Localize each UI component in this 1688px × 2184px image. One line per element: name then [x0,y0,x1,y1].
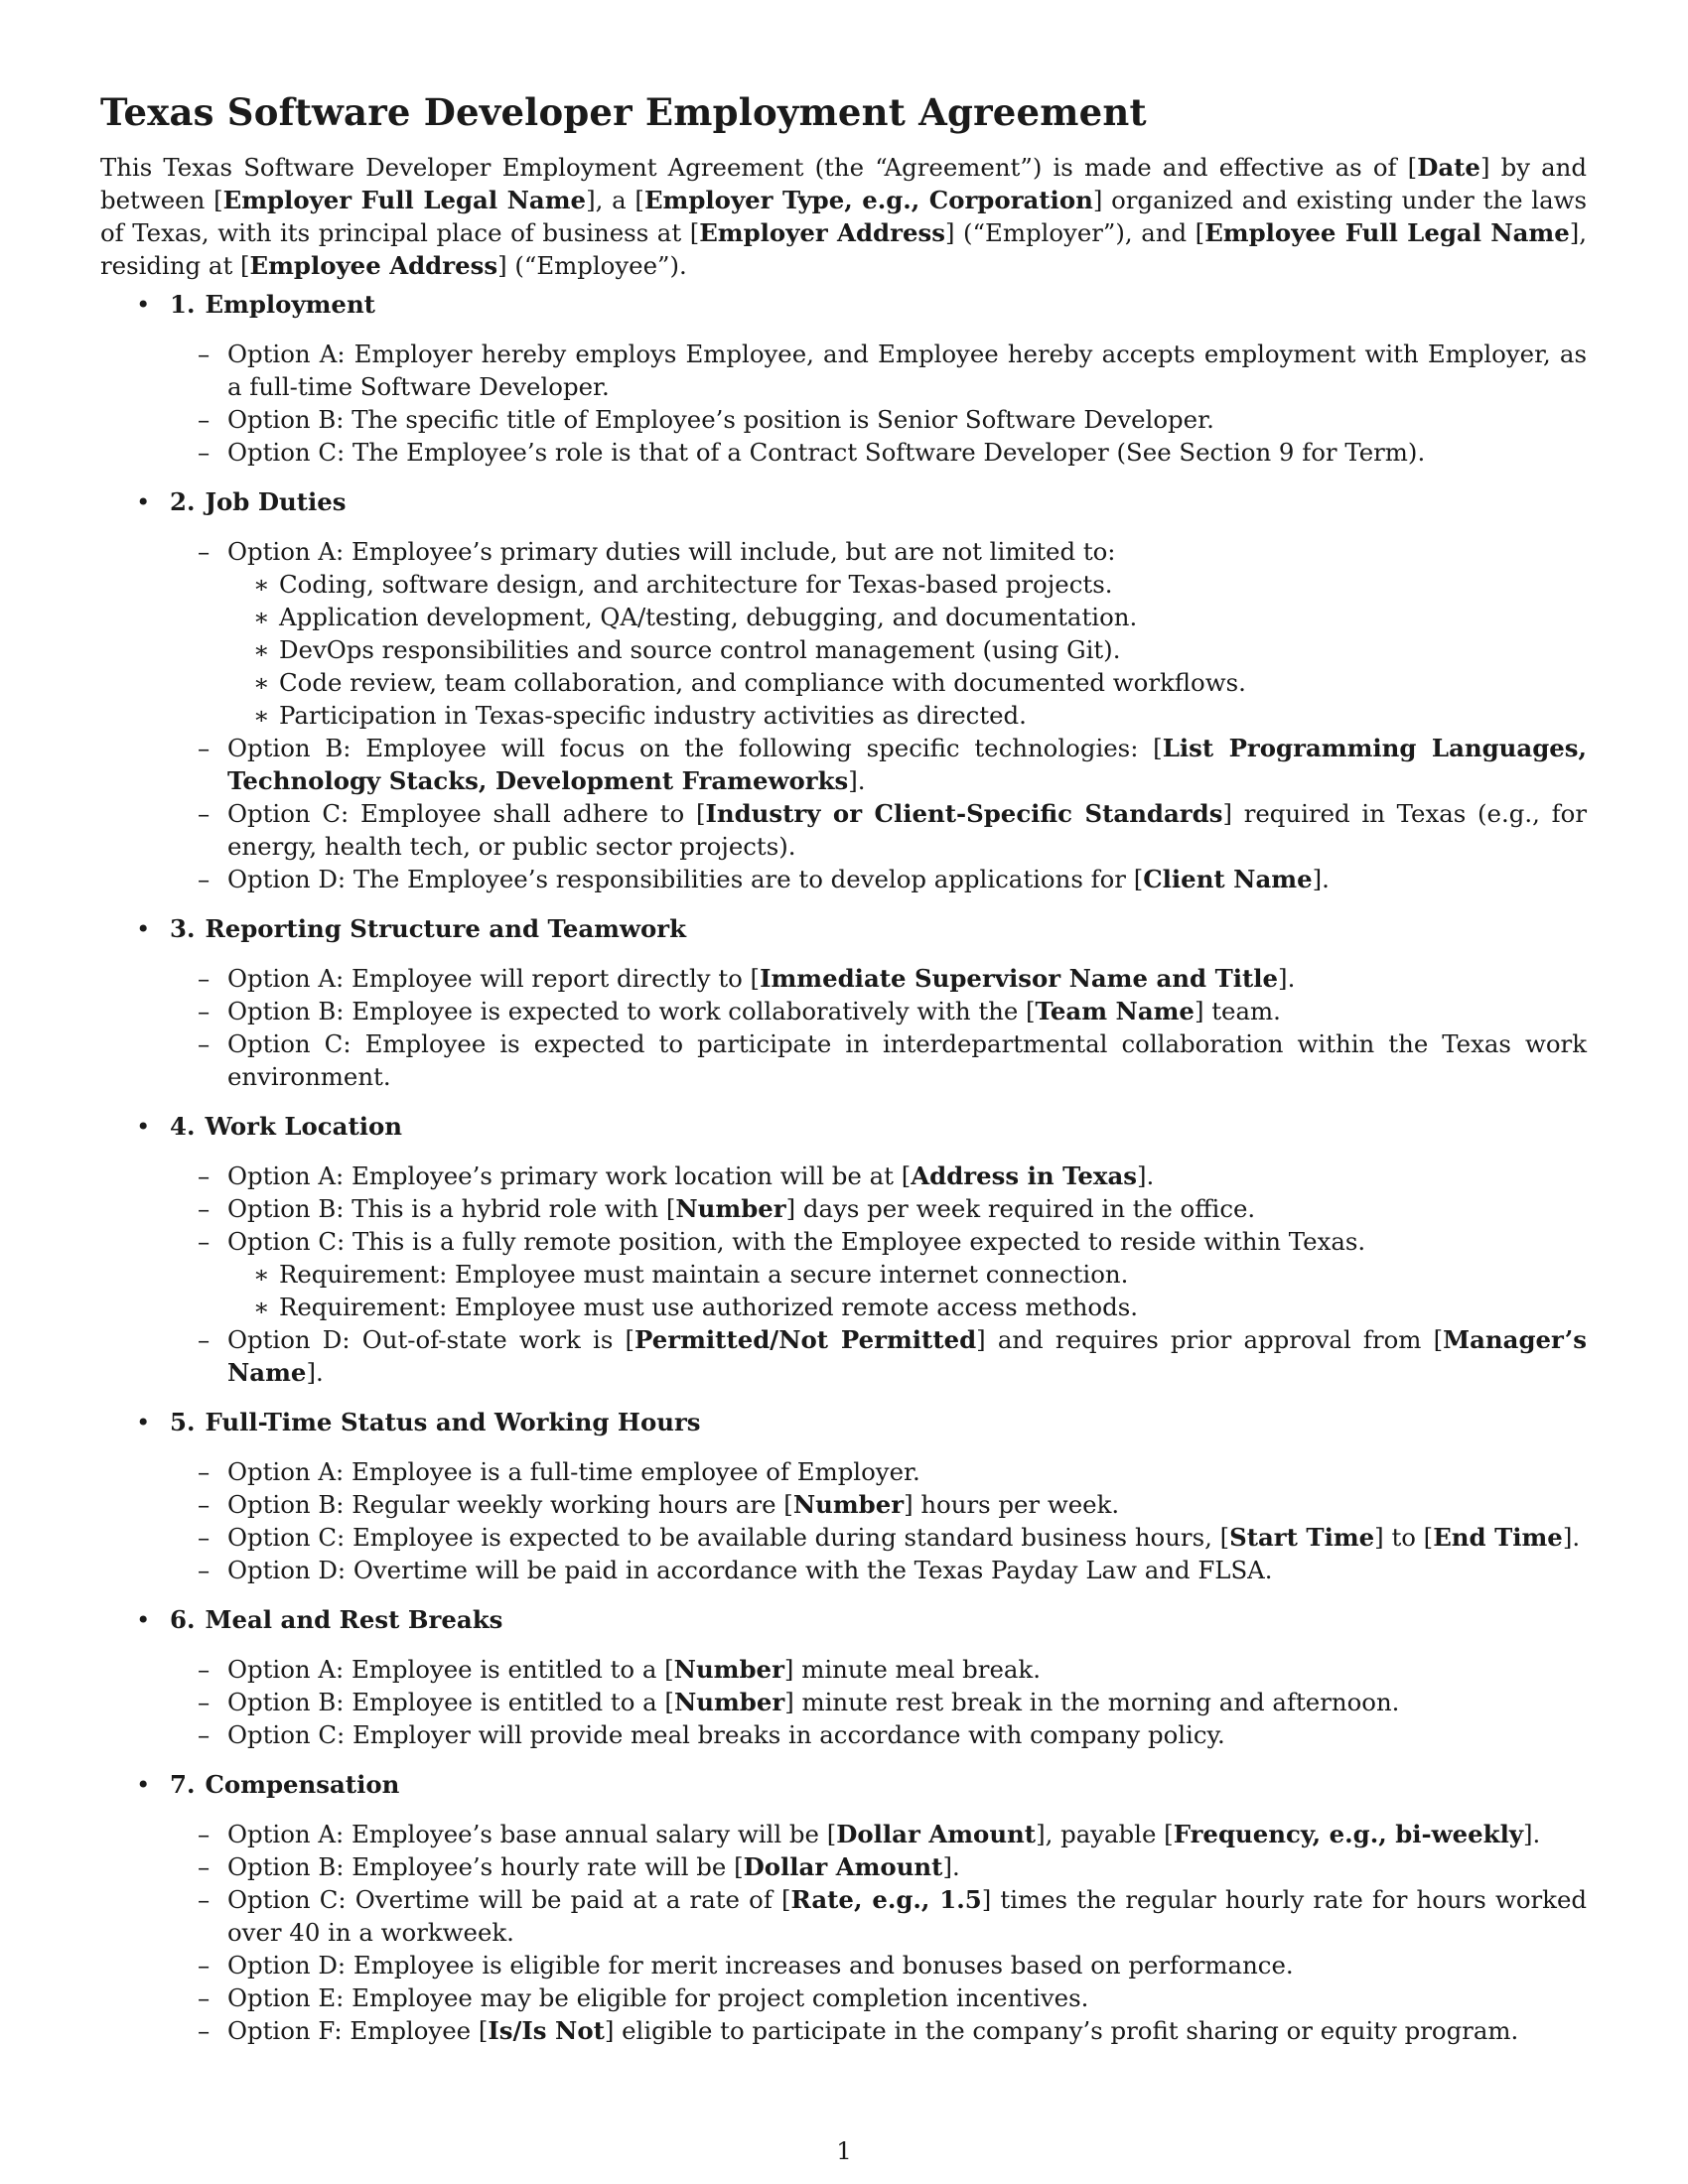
sub-item [227,601,1587,633]
option-item [170,1323,1587,1389]
option-item [170,732,1587,797]
text-run: Option C: Employee shall adhere to [ [227,799,706,828]
sub-item-text: Requirement: Employee must maintain a secure internet connection. [279,1260,1129,1289]
section-number: 2. [170,487,196,516]
bullet-icon: • [136,1408,151,1436]
dash-icon: – [198,799,211,828]
option-text [227,1688,1399,1716]
text-run: Option C: The Employee’s role is that of a Contract Software Developer (See Section 9 for Term). [227,438,1426,467]
text-run: Option A: Employer hereby employs Employee, and Employee hereby accepts employment with Employer, as a full-time Software Developer. [227,340,1587,401]
dash-icon: – [198,1556,211,1584]
dash-icon: – [198,1325,211,1354]
option-text [227,1457,920,1486]
text-run: Option C: Employer will provide meal breaks in accordance with company policy. [227,1720,1225,1749]
option-list [170,1818,1587,2047]
option-item [170,436,1587,469]
text-run: Option E: Employee may be eligible for project completion incentives. [227,1983,1089,2012]
section-heading [170,1406,1587,1438]
text-run: Option B: Employee will focus on the following specific technologies: [ [227,734,1163,762]
option-item [170,1554,1587,1586]
option-text [227,1029,1587,1091]
option-text [227,537,1116,566]
dash-icon: – [198,964,211,993]
option-item [170,1521,1587,1554]
section-item [100,1406,1587,1586]
placeholder-field: Manager’s Name [227,1325,1588,1387]
text-run: ] required in Texas (e.g., for energy, health tech, or public sector projects). [227,799,1587,861]
section-number: 4. [170,1112,196,1141]
section-title: Employment [205,290,375,319]
text-run: Option A: Employee’s base annual salary will be [ [227,1820,837,1848]
placeholder-field: Address in Texas [911,1161,1138,1190]
sub-item-text: Application development, QA/testing, debugging, and documentation. [279,603,1138,631]
text-run: ]. [1137,1161,1155,1190]
bullet-icon: • [136,290,151,319]
section-title: Work Location [205,1112,402,1141]
placeholder-field: Number [675,1194,786,1223]
dash-icon: – [198,1457,211,1486]
text-run: ] (“Employee”). [497,251,687,280]
option-text [227,865,1330,893]
sub-item-text: Participation in Texas-specific industry activities as directed. [279,701,1027,730]
document-page [100,87,1587,2064]
text-run: ] to [ [1374,1523,1434,1552]
placeholder-field: End Time [1433,1523,1563,1552]
dash-icon: – [198,1029,211,1058]
option-text [227,1523,1580,1552]
text-run: ] minute rest break in the morning and afternoon. [784,1688,1400,1716]
bullet-icon: • [136,1605,151,1634]
dash-icon: – [198,1688,211,1716]
option-item [170,1488,1587,1521]
option-text [227,734,1587,795]
sub-item [227,1291,1587,1323]
text-run: Option D: Employee is eligible for merit increases and bonuses based on performance. [227,1951,1294,1979]
section-item [100,1110,1587,1389]
text-run: This Texas Software Developer Employment Agreement (the “Agreement”) is made and effective as of [ [100,153,1418,182]
section-number: 5. [170,1408,196,1436]
sub-list [227,568,1587,732]
option-text [227,1852,960,1881]
text-run: ]. [1278,964,1296,993]
sub-list [227,1258,1587,1323]
text-run: Option B: Employee is expected to work collaboratively with the [ [227,997,1036,1025]
text-run: ] organized and existing under the laws of Texas, with its principal place of business at [ [100,186,1588,247]
sub-item [227,1258,1587,1291]
option-text [227,1161,1154,1190]
sub-item [227,699,1587,732]
placeholder-field: Number [792,1490,905,1519]
placeholder-field: Start Time [1229,1523,1375,1552]
dash-icon: – [198,1490,211,1519]
text-run: ] minute meal break. [783,1655,1041,1684]
placeholder-field: Rate, e.g., 1.5 [790,1885,982,1914]
option-text [227,340,1587,401]
dash-icon: – [198,340,211,368]
asterisk-icon: ∗ [253,701,270,730]
text-run: Option A: Employee is entitled to a [ [227,1655,674,1684]
section-title: Job Duties [205,487,347,516]
option-item [170,2014,1587,2047]
placeholder-field: Client Name [1143,865,1313,893]
option-item [170,1653,1587,1686]
section-heading [170,485,1587,518]
sub-item [227,666,1587,699]
text-run: Option C: Employee is expected to participate in interdepartmental collaboration within the Texas work environment. [227,1029,1587,1091]
text-run: Option A: Employee’s primary duties will include, but are not limited to: [227,537,1116,566]
text-run: Option B: Employee’s hourly rate will be [ [227,1852,744,1881]
section-title: Compensation [205,1770,400,1799]
section-title: Meal and Rest Breaks [205,1605,503,1634]
dash-icon: – [198,1820,211,1848]
section-item [100,288,1587,469]
dash-icon: – [198,1885,211,1914]
placeholder-field: Is/Is Not [488,2016,605,2045]
section-number: 1. [170,290,196,319]
text-run: ], a [ [586,186,644,214]
asterisk-icon: ∗ [253,570,270,599]
section-item [100,1603,1587,1751]
text-run: ]. [306,1358,324,1387]
placeholder-field: Number [673,1688,785,1716]
option-item [170,403,1587,436]
placeholder-field: Number [673,1655,784,1684]
text-run: Option F: Employee [ [227,2016,489,2045]
text-run: Option B: The specific title of Employee’s position is Senior Software Developer. [227,405,1214,434]
dash-icon: – [198,438,211,467]
text-run: ] team. [1194,997,1281,1025]
bullet-icon: • [136,1770,151,1799]
text-run: ] and requires prior approval from [ [976,1325,1444,1354]
option-item [170,797,1587,863]
option-text [227,1820,1540,1848]
option-item [170,1981,1587,2014]
text-run: Option C: This is a fully remote position, with the Employee expected to reside within Texas. [227,1227,1366,1256]
option-list [170,535,1587,895]
dash-icon: – [198,1852,211,1881]
option-text [227,997,1281,1025]
dash-icon: – [198,1161,211,1190]
text-run: Option B: Employee is entitled to a [ [227,1688,674,1716]
asterisk-icon: ∗ [253,668,270,697]
option-text [227,1490,1119,1519]
section-item [100,1768,1587,2047]
option-item [170,1686,1587,1718]
option-list [170,338,1587,469]
option-list [170,962,1587,1093]
dash-icon: – [198,1227,211,1256]
option-item [170,338,1587,403]
placeholder-field: Employer Address [699,218,945,247]
asterisk-icon: ∗ [253,603,270,631]
text-run: ]. [1523,1820,1541,1848]
placeholder-field: Employee Full Legal Name [1204,218,1570,247]
asterisk-icon: ∗ [253,1293,270,1321]
placeholder-field: Employer Type, e.g., Corporation [643,186,1093,214]
section-title: Full-Time Status and Working Hours [205,1408,701,1436]
option-item [170,1225,1587,1323]
sub-item-text: DevOps responsibilities and source control management (using Git). [279,635,1121,664]
dash-icon: – [198,865,211,893]
asterisk-icon: ∗ [253,635,270,664]
option-item [170,1455,1587,1488]
bullet-icon: • [136,914,151,943]
dash-icon: – [198,997,211,1025]
dash-icon: – [198,1720,211,1749]
option-text [227,964,1295,993]
section-heading [170,912,1587,945]
section-list [100,288,1587,2047]
placeholder-field: Industry or Client-Specific Standards [705,799,1223,828]
sub-item [227,633,1587,666]
option-list [170,1653,1587,1751]
text-run: Option C: Overtime will be paid at a rate of [ [227,1885,791,1914]
option-text [227,799,1587,861]
dash-icon: – [198,1983,211,2012]
placeholder-field: Date [1417,153,1480,182]
dash-icon: – [198,2016,211,2045]
text-run: Option C: Employee is expected to be available during standard business hours, [ [227,1523,1230,1552]
text-run: ]. [1562,1523,1581,1552]
option-text [227,1951,1294,1979]
intro-paragraph [100,151,1587,282]
placeholder-field: Employer Full Legal Name [222,186,587,214]
section-title: Reporting Structure and Teamwork [205,914,686,943]
option-item [170,1718,1587,1751]
text-run: ] hours per week. [904,1490,1120,1519]
option-text [227,1983,1088,2012]
option-item [170,995,1587,1027]
option-list [170,1160,1587,1389]
option-text [227,438,1425,467]
placeholder-field: Dollar Amount [743,1852,943,1881]
section-item [100,912,1587,1093]
dash-icon: – [198,1523,211,1552]
text-run: ]. [1312,865,1330,893]
option-text [227,2016,1518,2045]
option-item [170,535,1587,732]
option-text [227,1885,1587,1947]
text-run: Option B: Regular weekly working hours are [ [227,1490,793,1519]
option-item [170,1160,1587,1192]
text-run: Option A: Employee is a full-time employee of Employer. [227,1457,920,1486]
dash-icon: – [198,734,211,762]
sub-item [227,568,1587,601]
dash-icon: – [198,1655,211,1684]
dash-icon: – [198,537,211,566]
option-item [170,1192,1587,1225]
placeholder-field: Employee Address [249,251,498,280]
text-run: ]. [942,1852,960,1881]
option-text [227,1556,1273,1584]
option-text [227,405,1214,434]
text-run: ]. [848,766,866,795]
option-text [227,1227,1365,1256]
text-run: Option B: This is a hybrid role with [ [227,1194,676,1223]
text-run: Option D: Out-of-state work is [ [227,1325,635,1354]
placeholder-field: List Programming Languages, Technology Stacks, Development Frameworks [227,734,1587,795]
text-run: ] by and between [ [100,153,1587,214]
option-item [170,1027,1587,1093]
text-run: Option A: Employee’s primary work location will be at [ [227,1161,912,1190]
section-item [100,485,1587,895]
option-item [170,962,1587,995]
sub-item-text: Coding, software design, and architecture for Texas-based projects. [279,570,1113,599]
text-run: Option D: Overtime will be paid in accordance with the Texas Payday Law and FLSA. [227,1556,1273,1584]
option-text [227,1655,1041,1684]
dash-icon: – [198,1951,211,1979]
option-text [227,1720,1225,1749]
placeholder-field: Immediate Supervisor Name and Title [760,964,1279,993]
option-list [170,1455,1587,1586]
page-number: 1 [836,2136,852,2165]
option-item [170,1949,1587,1981]
placeholder-field: Dollar Amount [836,1820,1037,1848]
section-number: 7. [170,1770,196,1799]
text-run: ], residing at [ [100,218,1587,280]
section-heading [170,1768,1587,1801]
dash-icon: – [198,1194,211,1223]
text-run: Option A: Employee will report directly to [ [227,964,761,993]
bullet-icon: • [136,1112,151,1141]
section-number: 6. [170,1605,196,1634]
text-run: ] days per week required in the office. [785,1194,1256,1223]
placeholder-field: Permitted/Not Permitted [634,1325,977,1354]
section-heading [170,1603,1587,1636]
section-heading [170,1110,1587,1143]
placeholder-field: Frequency, e.g., bi-weekly [1173,1820,1524,1848]
bullet-icon: • [136,487,151,516]
document-title: Texas Software Developer Employment Agreement [100,90,1147,134]
dash-icon: – [198,405,211,434]
option-item [170,1818,1587,1850]
text-run: ] (“Employer”), and [ [944,218,1205,247]
text-run: ], payable [ [1036,1820,1174,1848]
sub-item-text: Requirement: Employee must use authorized remote access methods. [279,1293,1138,1321]
section-heading [170,288,1587,321]
text-run: ] times the regular hourly rate for hours worked over 40 in a workweek. [227,1885,1588,1947]
section-number: 3. [170,914,196,943]
option-item [170,1883,1587,1949]
option-item [170,1850,1587,1883]
text-run: ] eligible to participate in the company’s profit sharing or equity program. [604,2016,1519,2045]
option-text [227,1194,1255,1223]
option-item [170,863,1587,895]
placeholder-field: Team Name [1035,997,1195,1025]
text-run: Option D: The Employee’s responsibilities are to develop applications for [ [227,865,1144,893]
option-text [227,1325,1587,1387]
asterisk-icon: ∗ [253,1260,270,1289]
sub-item-text: Code review, team collaboration, and compliance with documented workflows. [279,668,1246,697]
